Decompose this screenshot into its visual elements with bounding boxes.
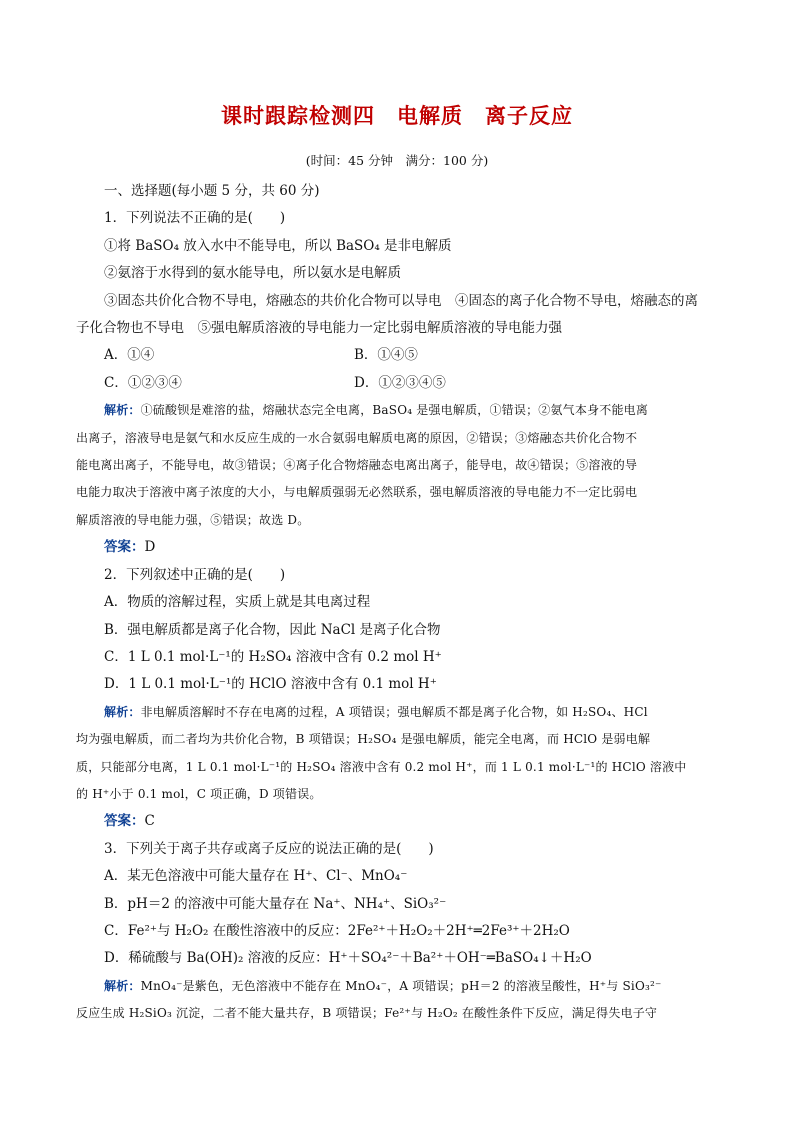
analysis-line: 解析：非电解质溶解时不存在电离的过程，A 项错误；强电解质不都是离子化合物，如 H₂SO₄、HCl bbox=[104, 704, 648, 719]
analysis-label: 解析： bbox=[104, 704, 141, 719]
answer-line bbox=[104, 534, 724, 561]
analysis-line: 均为强电解质，而二者均为共价化合物，B 项错误；H₂SO₄ 是强电解质，能完全电离，而 HClO 是弱电解 bbox=[76, 732, 651, 747]
question-stem: 3．下列关于离子共存或离子反应的说法正确的是( ) bbox=[104, 840, 434, 857]
option-d: D．稀硫酸与 Ba(OH)₂ 溶液的反应：H⁺＋SO₄²⁻＋Ba²⁺＋OH⁻═BaSO₄↓＋H₂O bbox=[104, 950, 592, 967]
analysis-line: 解质溶液的导电能力强，⑤错误；故选 D。 bbox=[76, 512, 310, 527]
answer-label: 答案： bbox=[104, 539, 145, 556]
options-row bbox=[104, 370, 724, 397]
analysis-label: 解析： bbox=[104, 978, 141, 993]
option-d: D．1 L 0.1 mol·L⁻¹的 HClO 溶液中含有 0.1 mol H⁺ bbox=[104, 676, 437, 693]
analysis-line: 反应生成 H₂SiO₃ 沉淀，二者不能大量共存，B 项错误；Fe²⁺与 H₂O₂ 在酸性条件下反应，满足得失电子守 bbox=[76, 1006, 658, 1021]
analysis-line: 能电离出离子，不能导电，故③错误；④离子化合物熔融态电离出离子，能导电，故④错误；⑤溶液的导 bbox=[76, 458, 638, 473]
option-b: B．pH＝2 的溶液中可能大量存在 Na⁺、NH₄⁺、SiO₃²⁻ bbox=[104, 895, 447, 912]
statement: ①将 BaSO₄ 放入水中不能导电，所以 BaSO₄ 是非电解质 bbox=[104, 237, 452, 254]
option-a: A．某无色溶液中可能大量存在 H⁺、Cl⁻、MnO₄⁻ bbox=[104, 868, 408, 885]
analysis-line: 电能力取决于溶液中离子浓度的大小，与电解质强弱无必然联系，强电解质溶液的导电能力不一定比弱电 bbox=[76, 485, 638, 500]
option-a: A．①④ bbox=[104, 347, 155, 364]
question-1 bbox=[76, 205, 724, 561]
option-a: A．物质的溶解过程，实质上就是其电离过程 bbox=[104, 594, 371, 611]
option-c: C．Fe²⁺与 H₂O₂ 在酸性溶液中的反应：2Fe²⁺＋H₂O₂＋2H⁺═2Fe³⁺＋2H₂O bbox=[104, 922, 570, 939]
option-b: B．强电解质都是离子化合物，因此 NaCl 是离子化合物 bbox=[104, 621, 441, 638]
page-title: 课时跟踪检测四 电解质 离子反应 bbox=[221, 104, 573, 128]
question-3 bbox=[76, 836, 724, 1028]
options-row bbox=[104, 342, 724, 369]
question-2 bbox=[76, 562, 724, 836]
statement: ③固态共价化合物不导电，熔融态的共价化合物可以导电 ④固态的离子化合物不导电，熔融态的离 bbox=[104, 292, 698, 309]
statement-continued: 子化合物也不导电 ⑤强电解质溶液的导电能力一定比弱电解质溶液的导电能力强 bbox=[76, 320, 562, 337]
analysis-line: 的 H⁺小于 0.1 mol，C 项正确，D 项错误。 bbox=[76, 786, 322, 801]
analysis-line: 解析：①硫酸钡是难溶的盐，熔融状态完全电离，BaSO₄ 是强电解质，①错误；②氨气本身不能电离 bbox=[104, 403, 649, 418]
answer-value: D bbox=[144, 539, 156, 556]
analysis-label: 解析： bbox=[104, 403, 141, 418]
option-d: D．①②③④⑤ bbox=[354, 374, 446, 391]
option-c: C．1 L 0.1 mol·L⁻¹的 H₂SO₄ 溶液中含有 0.2 mol H⁺ bbox=[104, 648, 442, 665]
document-body bbox=[76, 178, 724, 1028]
analysis-line: 解析：MnO₄⁻是紫色，无色溶液中不能存在 MnO₄⁻，A 项错误；pH＝2 的溶液呈酸性，H⁺与 SiO₃²⁻ bbox=[104, 978, 662, 993]
section-heading: 一、选择题(每小题 5 分，共 60 分) bbox=[104, 183, 320, 199]
question-stem: 2．下列叙述中正确的是( ) bbox=[104, 566, 286, 583]
statement: ②氨溶于水得到的氨水能导电，所以氨水是电解质 bbox=[104, 265, 401, 282]
answer-line bbox=[104, 808, 724, 835]
exam-meta: (时间：45 分钟 满分：100 分) bbox=[305, 153, 489, 168]
answer-value: C bbox=[144, 813, 155, 830]
answer-label: 答案： bbox=[104, 813, 145, 830]
option-b: B．①④⑤ bbox=[354, 347, 418, 364]
question-stem: 1．下列说法不正确的是( ) bbox=[104, 210, 286, 227]
analysis-line: 质，只能部分电离，1 L 0.1 mol·L⁻¹的 H₂SO₄ 溶液中含有 0.2 mol H⁺，而 1 L 0.1 mol·L⁻¹的 HClO 溶液中 bbox=[76, 759, 687, 774]
option-c: C．①②③④ bbox=[104, 374, 182, 391]
analysis-line: 出离子，溶液导电是氨气和水反应生成的一水合氨弱电解质电离的原因，②错误；③熔融态共价化合物不 bbox=[76, 430, 638, 445]
